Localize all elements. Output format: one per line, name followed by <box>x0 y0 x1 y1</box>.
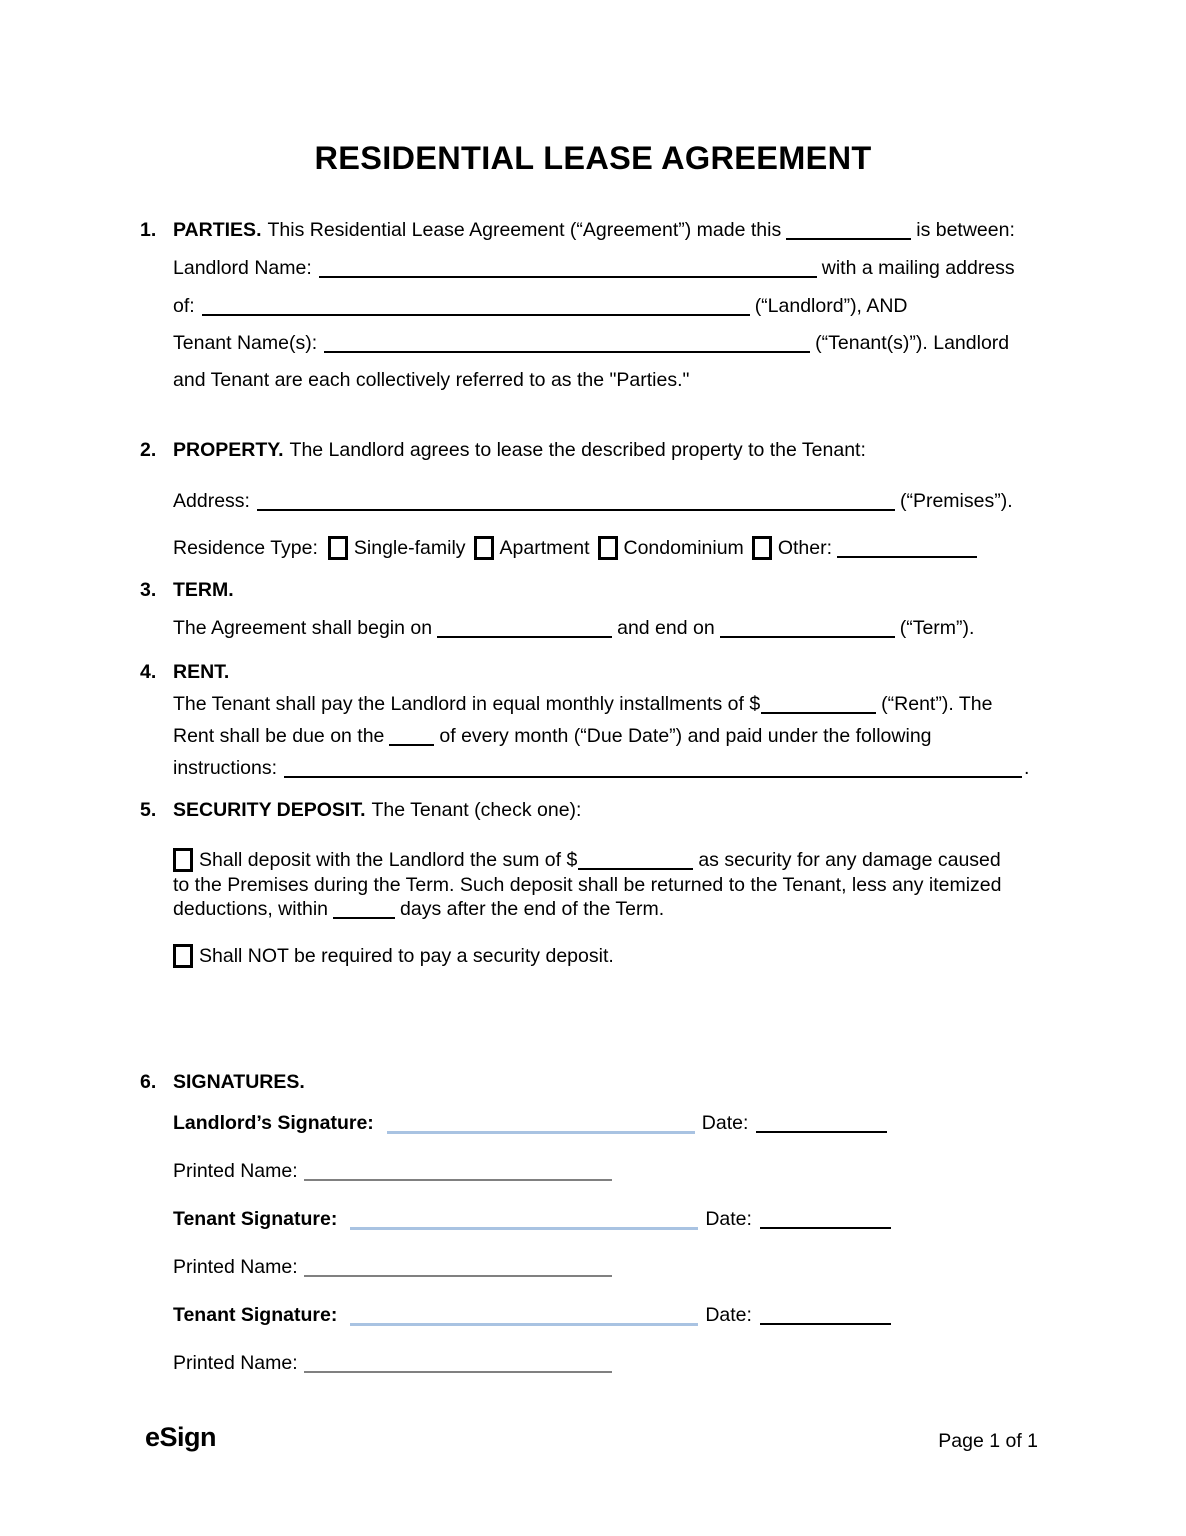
tenant1-printed-name-row <box>140 1255 618 1280</box>
section-number: 2. <box>140 439 157 461</box>
deposit-option1-line1 <box>140 848 1001 873</box>
residence-type-line <box>140 536 982 561</box>
landlord-printed-name-field[interactable] <box>304 1163 612 1181</box>
landlord-signature-field[interactable] <box>387 1116 695 1134</box>
deposit-option2-line <box>140 944 614 969</box>
term-pre-text: The Agreement shall begin on <box>173 617 433 639</box>
tenant2-printed-name-row <box>140 1351 618 1376</box>
landlord-address-tail: (“Landlord”), AND <box>754 295 908 317</box>
residence-option-condominium <box>598 537 744 559</box>
section-heading: SECURITY DEPOSIT. <box>173 799 366 821</box>
deposit-line1-tail: as security for any damage caused <box>698 849 1001 871</box>
residence-option-label: Apartment <box>499 537 590 559</box>
rent-instructions-line <box>140 756 1029 781</box>
residence-type-label: Residence Type: <box>173 537 318 559</box>
printed-name-label: Printed Name: <box>173 1256 298 1278</box>
landlord-name-label: Landlord Name: <box>173 257 312 279</box>
deposit-return-days-field[interactable] <box>333 901 395 919</box>
premises-address-tail: (“Premises”). <box>899 490 1013 512</box>
section-heading: TERM. <box>173 579 234 601</box>
section-number: 4. <box>140 661 157 683</box>
landlord-signature-row <box>140 1111 887 1136</box>
section-number: 5. <box>140 799 157 821</box>
security-heading-line <box>140 798 581 823</box>
premises-address-label: Address: <box>173 490 250 512</box>
parties-intro-line <box>140 218 1015 243</box>
section-number: 6. <box>140 1071 157 1093</box>
section-number: 1. <box>140 219 157 241</box>
no-deposit-text: Shall NOT be required to pay a security deposit. <box>199 945 614 967</box>
tenant1-signature-row <box>140 1207 891 1232</box>
deposit-line2-text: to the Premises during the Term. Such deposit shall be returned to the Tenant, less any itemized <box>173 874 1002 896</box>
tenant2-printed-name-field[interactable] <box>304 1355 612 1373</box>
residence-option-other <box>752 537 982 559</box>
page-number: Page 1 of 1 <box>938 1430 1038 1452</box>
instructions-tail: . <box>1024 757 1030 779</box>
residence-option-single-family <box>328 537 466 559</box>
printed-name-label: Printed Name: <box>173 1160 298 1182</box>
tenant2-signature-row <box>140 1303 891 1328</box>
tenant-signature-label: Tenant Signature: <box>173 1208 338 1230</box>
document-title: RESIDENTIAL LEASE AGREEMENT <box>314 140 872 176</box>
section-heading: SIGNATURES. <box>173 1071 305 1093</box>
residence-option-apartment <box>474 537 590 559</box>
term-mid-text: and end on <box>617 617 715 639</box>
term-tail-text: (“Term”). <box>899 617 975 639</box>
tenant-names-tail: (“Tenant(s)”). Landlord <box>815 332 1010 354</box>
agreement-date-field[interactable] <box>786 222 911 240</box>
rent-line2-tail: of every month (“Due Date”) and paid under the following <box>439 725 932 747</box>
rent-due-day-field[interactable] <box>389 728 434 746</box>
tenant-names-label: Tenant Name(s): <box>173 332 318 354</box>
date-label: Date: <box>701 1112 749 1134</box>
parties-closing-line <box>140 368 689 393</box>
security-intro-text: The Tenant (check one): <box>371 799 582 821</box>
property-heading-line <box>140 438 866 463</box>
parties-closing-text: and Tenant are each collectively referred to as the "Parties." <box>173 369 690 391</box>
rent-line1-text: The Tenant shall pay the Landlord in equal monthly installments of $ <box>173 693 761 715</box>
date-label: Date: <box>705 1208 752 1230</box>
tenant1-signature-field[interactable] <box>350 1212 698 1230</box>
tenant1-signature-date-field[interactable] <box>760 1211 891 1229</box>
section-heading: PARTIES. <box>173 219 262 241</box>
term-end-date-field[interactable] <box>720 620 895 638</box>
checkbox-other[interactable] <box>752 536 772 560</box>
term-start-date-field[interactable] <box>437 620 612 638</box>
landlord-address-field[interactable] <box>202 298 750 316</box>
checkbox-deposit-required[interactable] <box>173 848 193 872</box>
landlord-address-label: of: <box>173 295 195 317</box>
landlord-signature-date-field[interactable] <box>756 1115 887 1133</box>
term-dates-line <box>140 616 974 641</box>
section-number: 3. <box>140 579 157 601</box>
premises-address-line <box>140 489 1013 514</box>
landlord-printed-name-row <box>140 1159 618 1184</box>
rent-amount-field[interactable] <box>761 696 876 714</box>
tenant1-printed-name-field[interactable] <box>304 1259 612 1277</box>
section-heading: PROPERTY. <box>173 439 284 461</box>
residence-option-label: Other: <box>777 537 832 559</box>
landlord-address-line <box>140 294 908 319</box>
checkbox-condominium[interactable] <box>598 536 618 560</box>
rent-line1-tail: (“Rent”). The <box>881 693 993 715</box>
tenant-names-field[interactable] <box>324 335 810 353</box>
term-heading-line <box>140 578 240 603</box>
tenant2-signature-field[interactable] <box>350 1308 698 1326</box>
payment-instructions-field[interactable] <box>284 760 1022 778</box>
checkbox-single-family[interactable] <box>328 536 348 560</box>
deposit-line1-text: Shall deposit with the Landlord the sum of $ <box>199 849 578 871</box>
tenant-signature-label: Tenant Signature: <box>173 1304 338 1326</box>
printed-name-label: Printed Name: <box>173 1352 298 1374</box>
deposit-option1-line2 <box>140 873 1002 898</box>
landlord-signature-label: Landlord’s Signature: <box>173 1112 374 1134</box>
landlord-name-field[interactable] <box>319 260 817 278</box>
deposit-option1-line3 <box>140 897 664 922</box>
checkbox-apartment[interactable] <box>474 536 494 560</box>
rent-heading-line <box>140 660 235 685</box>
instructions-label: instructions: <box>173 757 278 779</box>
property-intro-text: The Landlord agrees to lease the described property to the Tenant: <box>289 439 866 461</box>
deposit-amount-field[interactable] <box>578 852 693 870</box>
landlord-name-tail: with a mailing address <box>821 257 1015 279</box>
tenant2-signature-date-field[interactable] <box>760 1307 891 1325</box>
deposit-line3-text: deductions, within <box>173 898 329 920</box>
deposit-line3-tail: days after the end of the Term. <box>400 898 665 920</box>
signatures-heading-line <box>140 1070 311 1095</box>
residence-option-label: Condominium <box>623 537 744 559</box>
checkbox-no-deposit[interactable] <box>173 944 193 968</box>
rent-due-line <box>140 724 932 749</box>
rent-line2-text: Rent shall be due on the <box>173 725 385 747</box>
rent-amount-line <box>140 692 992 717</box>
esign-logo: eSign <box>145 1422 217 1452</box>
premises-address-field[interactable] <box>257 493 895 511</box>
landlord-name-line <box>140 256 1015 281</box>
parties-intro-tail: is between: <box>916 219 1015 241</box>
date-label: Date: <box>705 1304 752 1326</box>
section-heading: RENT. <box>173 661 230 683</box>
residence-option-label: Single-family <box>353 537 466 559</box>
tenant-names-line <box>140 331 1009 356</box>
residence-other-field[interactable] <box>837 540 977 558</box>
parties-intro-text: This Residential Lease Agreement (“Agreement”) made this <box>267 219 782 241</box>
